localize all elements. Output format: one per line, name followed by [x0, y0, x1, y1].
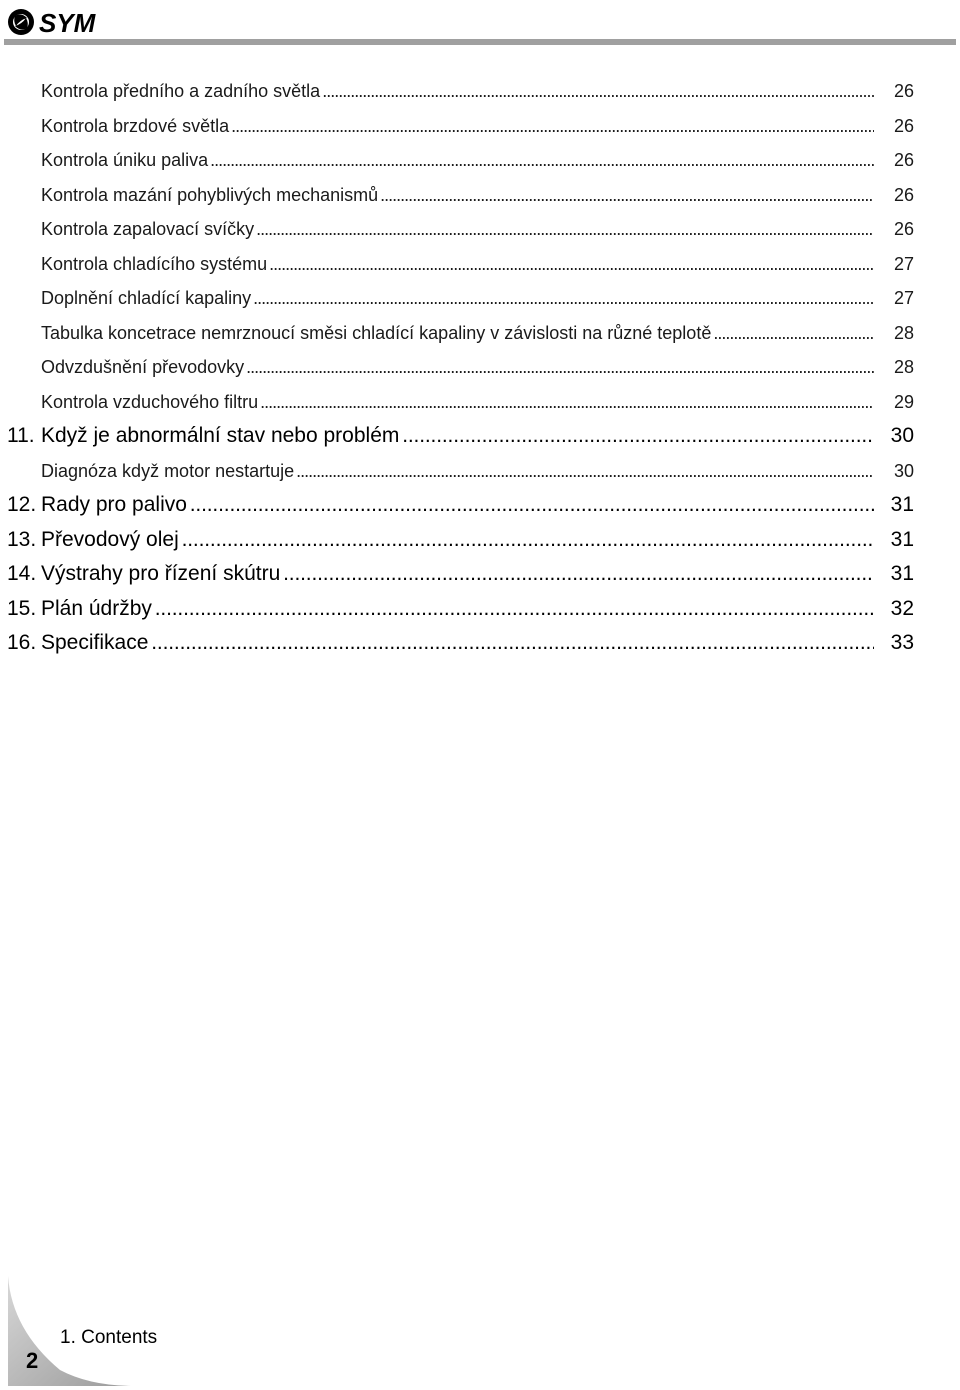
- toc-entry-page: 31: [890, 493, 914, 516]
- toc-entry-title: Plán údržby . . .: [41, 596, 874, 622]
- toc-entry-page: 28: [893, 357, 914, 377]
- toc-entry-page: 29: [893, 391, 914, 412]
- toc-entry-page: 26: [893, 184, 914, 205]
- toc-entry-title: Kontrola mazání pohyblivých mechanismů . . .: [41, 182, 874, 208]
- toc-entry-page: 30: [893, 460, 914, 481]
- toc-entry[interactable]: [0, 385, 960, 420]
- toc-entry-title: Diagnóza když motor nestartuje . . .: [41, 458, 874, 484]
- toc-entry-number: 11.: [7, 424, 35, 447]
- toc-entry-page: 26: [893, 219, 914, 239]
- toc-entry-title: Rady pro palivo . . .: [41, 492, 874, 518]
- toc-entry-number: 13.: [7, 527, 37, 551]
- toc-entry-page: 28: [893, 322, 914, 343]
- toc-entry-title: Odvzdušnění převodovky . . .: [41, 354, 874, 380]
- toc-entry[interactable]: [0, 557, 960, 592]
- toc-entry-page: 33: [890, 631, 914, 654]
- toc-entry-title: Výstrahy pro řízení skútru . . .: [41, 561, 874, 587]
- toc-entry-title: Kontrola chladícího systému . . .: [41, 251, 874, 277]
- toc-entry-page: 32: [890, 596, 914, 620]
- toc-entry[interactable]: [0, 592, 960, 627]
- toc-entry[interactable]: [0, 488, 960, 523]
- toc-entry[interactable]: [0, 109, 960, 144]
- sym-logo-icon: [6, 6, 116, 38]
- toc-entry-title: Kontrola úniku paliva . . .: [41, 147, 874, 173]
- toc-entry-page: 26: [893, 115, 914, 136]
- toc-entry[interactable]: [0, 212, 960, 247]
- svg-text:SYM: SYM: [39, 8, 96, 38]
- toc-entry[interactable]: [0, 419, 960, 454]
- toc-entry-title: Tabulka koncetrace nemrznoucí směsi chladící kapaliny v závislosti na různé teplotě . . .: [41, 320, 874, 346]
- toc-entry[interactable]: [0, 247, 960, 282]
- toc-entry[interactable]: [0, 350, 960, 385]
- toc-entry-title: Převodový olej . . .: [41, 527, 874, 553]
- page-header: [0, 0, 960, 50]
- toc-entry[interactable]: [0, 143, 960, 178]
- toc-entry-title: Kontrola brzdové světla . . .: [41, 113, 874, 139]
- footer-section-label: 1. Contents: [60, 1327, 158, 1348]
- toc-entry-number: 12.: [7, 493, 37, 516]
- toc-entry[interactable]: [0, 316, 960, 351]
- toc-entry-title: Doplnění chladící kapaliny . . .: [41, 285, 874, 311]
- toc-entry-number: 15.: [7, 596, 37, 620]
- toc-entry-number: 16.: [7, 631, 37, 654]
- toc-entry-number: 14.: [7, 562, 37, 585]
- toc-entry[interactable]: [0, 454, 960, 489]
- toc-entry-page: 26: [893, 150, 914, 170]
- toc-entry-title: Kontrola předního a zadního světla . . .: [41, 78, 874, 104]
- toc-entry-title: Kontrola vzduchového filtru . . .: [41, 389, 874, 415]
- toc-entry[interactable]: [0, 178, 960, 213]
- toc-entry-page: 31: [890, 527, 914, 551]
- toc-entry[interactable]: [0, 523, 960, 558]
- table-of-contents: [0, 74, 960, 661]
- toc-entry[interactable]: [0, 281, 960, 316]
- toc-entry-page: 26: [893, 81, 914, 101]
- toc-entry-page: 30: [890, 424, 914, 447]
- toc-entry-page: 27: [893, 253, 914, 274]
- toc-entry-title: Specifikace . . .: [41, 630, 874, 656]
- toc-entry[interactable]: [0, 626, 960, 661]
- toc-entry-page: 31: [890, 562, 914, 585]
- header-rule: [4, 39, 956, 45]
- toc-entry-title: Kontrola zapalovací svíčky . . .: [41, 216, 874, 242]
- toc-entry-title: Když je abnormální stav nebo problém . . .: [41, 423, 874, 449]
- page-number: 2: [26, 1348, 39, 1373]
- toc-entry-page: 27: [893, 288, 914, 308]
- toc-entry[interactable]: [0, 74, 960, 109]
